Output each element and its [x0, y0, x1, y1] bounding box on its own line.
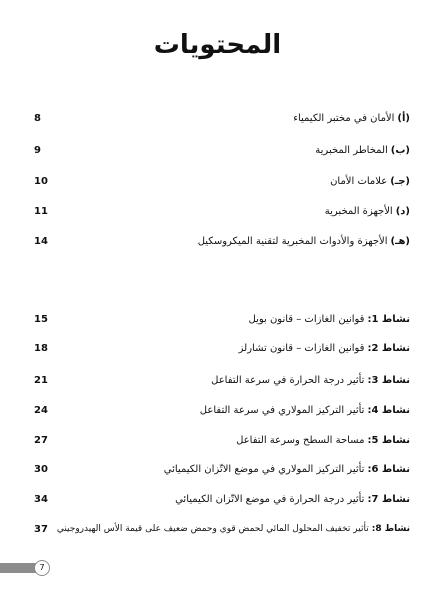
activity-text: تأثير درجة الحرارة في موضع الاتّزان الكيميائي: [175, 493, 365, 505]
page-title: المحتويات: [153, 30, 282, 60]
toc-page-number: 37: [34, 523, 48, 535]
activity-marker: نشاط 2:: [367, 342, 410, 354]
toc-page-number: 14: [34, 235, 48, 247]
footer-page-number: 7: [34, 560, 50, 576]
toc-entry-b: [34, 142, 410, 158]
activity-marker: نشاط 4:: [367, 404, 410, 416]
activity-marker: نشاط 6:: [367, 463, 410, 475]
toc-page-number: 9: [34, 144, 41, 156]
toc-entry-d: [34, 203, 410, 219]
activity-marker: نشاط 7:: [367, 493, 410, 505]
toc-page-number: 11: [34, 205, 48, 217]
toc-text: الأجهزة والأدوات المخبرية لتقنية الميكروسكيل: [197, 235, 388, 247]
toc-page-number: 34: [34, 493, 48, 505]
toc-activity-7: [34, 491, 410, 507]
toc-page-number: 27: [34, 434, 48, 446]
activity-text: قوانين الغازات – قانون بويل: [248, 313, 365, 325]
toc-activity-8: [34, 521, 410, 537]
toc-text: الأجهزة المخبرية: [324, 205, 393, 217]
toc-page-number: 24: [34, 404, 48, 416]
toc-entry-e: [34, 233, 410, 249]
toc-marker: (ب): [390, 144, 410, 156]
toc-activity-6: [34, 461, 410, 477]
toc-page-number: 15: [34, 313, 48, 325]
toc-activity-1: [34, 311, 410, 327]
toc-marker: (جـ): [390, 175, 410, 187]
toc-entry-a: [34, 110, 410, 126]
toc-entry-c: [34, 173, 410, 189]
activity-marker: نشاط 3:: [367, 374, 410, 386]
activity-text: تأثير التركيز المولاري في سرعة التفاعل: [199, 404, 365, 416]
toc-activity-2: [34, 340, 410, 356]
activity-text: قوانين الغازات – قانون تشارلز: [238, 342, 365, 354]
activity-text: تأثير درجة الحرارة في سرعة التفاعل: [211, 374, 365, 386]
toc-page-number: 30: [34, 463, 48, 475]
toc-marker: (أ): [397, 112, 410, 124]
toc-page-number: 21: [34, 374, 48, 386]
toc-text: الأمان في مختبر الكيمياء: [293, 112, 395, 124]
toc-page-number: 18: [34, 342, 48, 354]
activity-text: تأثير تخفيف المحلول المائي لحمض قوي وحمض ضعيف على قيمة الأس الهيدروجيني: [56, 524, 369, 534]
toc-activity-5: [34, 432, 410, 448]
activity-marker: نشاط 5:: [367, 434, 410, 446]
toc-text: المخاطر المخبرية: [315, 144, 388, 156]
toc-activity-3: [34, 372, 410, 388]
activity-text: تأثير التركيز المولاري في موضع الاتّزان الكيميائي: [163, 463, 365, 475]
toc-marker: (هـ): [390, 235, 410, 247]
activity-text: مساحة السطح وسرعة التفاعل: [236, 434, 365, 446]
toc-text: علامات الأمان: [330, 175, 388, 187]
toc-page-number: 8: [34, 112, 41, 124]
toc-marker: (د): [395, 205, 410, 217]
toc-activity-4: [34, 402, 410, 418]
activity-marker: نشاط 8:: [371, 524, 410, 534]
activity-marker: نشاط 1:: [367, 313, 410, 325]
toc-page-number: 10: [34, 175, 48, 187]
